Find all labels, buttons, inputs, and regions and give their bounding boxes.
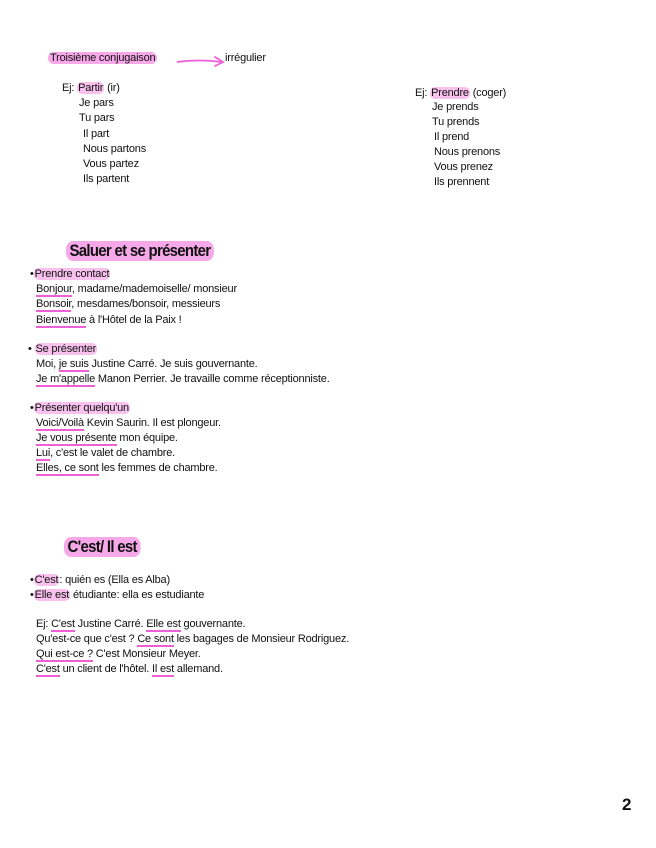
presenter-autre-heading: •Présenter quelqu'un — [30, 402, 129, 414]
presenter-autre-line: Elles, ce sont les femmes de chambre. — [36, 462, 218, 474]
section-title-saluer: Saluer et se présenter — [66, 241, 214, 261]
conj-right-form: Vous prenez — [434, 161, 493, 173]
contact-line: Bienvenue à l'Hôtel de la Paix ! — [36, 314, 182, 326]
cest-example: Qui est-ce ? C'est Monsieur Meyer. — [36, 648, 201, 660]
presenter-autre-line: Je vous présente mon équipe. — [36, 432, 178, 444]
cest-example: Qu'est-ce que c'est ? Ce sont les bagages de Monsieur Rodriguez. — [36, 633, 350, 645]
presenter-autre-line: Voici/Voilà Kevin Saurin. Il est plongeur. — [36, 417, 221, 429]
conj-left-title: Ej: Partir (ir) — [62, 82, 120, 94]
section-title-cest: C'est/ Il est — [64, 537, 140, 557]
cest-bullet: •Elle est étudiante: ella es estudiante — [30, 589, 205, 601]
conj-left-form: Vous partez — [83, 158, 139, 170]
conj-left-form: Je pars — [79, 97, 114, 109]
conj-right-form: Tu prends — [432, 116, 480, 128]
header-label: Troisième conjugaison — [50, 52, 156, 64]
conj-left-form: Nous partons — [83, 143, 147, 155]
conj-right-form: Je prends — [432, 101, 479, 113]
conj-right-form: Ils prennent — [434, 176, 490, 188]
page-number: 2 — [622, 795, 632, 814]
header-label-line — [48, 51, 157, 65]
header-target: irrégulier — [225, 52, 266, 64]
conj-right-form: Il prend — [434, 131, 470, 143]
presenter-soi-heading: • Se présenter — [28, 343, 97, 355]
cest-example: C'est un client de l'hôtel. Il est allemand. — [36, 663, 223, 675]
conj-left-verb: Partir — [78, 82, 104, 94]
presenter-autre-line: Lui, c'est le valet de chambre. — [36, 447, 175, 459]
conj-right-verb: Prendre — [431, 87, 469, 99]
contact-line: Bonjour, madame/mademoiselle/ monsieur — [36, 283, 237, 295]
conj-left-form: Tu pars — [79, 112, 115, 124]
contact-line: Bonsoir, mesdames/bonsoir, messieurs — [36, 298, 221, 310]
conj-left-form: Il part — [83, 128, 110, 140]
conj-right-form: Nous prenons — [434, 146, 501, 158]
contact-heading: •Prendre contact — [30, 268, 110, 280]
cest-example: Ej: C'est Justine Carré. Elle est gouvernante. — [36, 618, 246, 630]
arrow-right-icon — [176, 54, 226, 68]
presenter-soi-line: Moi, je suis Justine Carré. Je suis gouvernante. — [36, 358, 258, 370]
conj-left-form: Ils partent — [83, 173, 130, 185]
cest-bullet: •C'est: quién es (Ella es Alba) — [30, 574, 170, 586]
presenter-soi-line: Je m'appelle Manon Perrier. Je travaille comme réceptionniste. — [36, 373, 330, 385]
conj-right-title: Ej: Prendre (coger) — [415, 87, 507, 99]
